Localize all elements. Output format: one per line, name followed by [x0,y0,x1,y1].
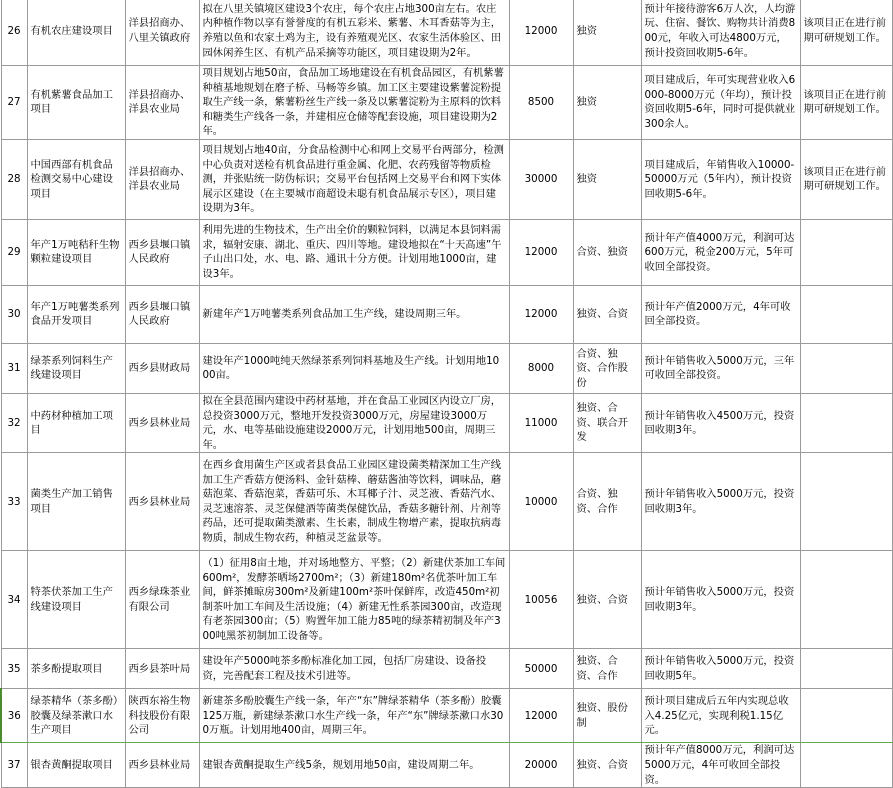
project-owner[interactable]: 西乡县堰口镇人民政府 [125,285,199,343]
project-name[interactable]: 绿茶精华（茶多酚）胶囊及绿茶漱口水生产项目 [27,689,125,743]
expected-benefit[interactable]: 预计项目建成后五年内实现总收入4.25亿元，实现利税1.15亿元。 [641,689,800,743]
investment-amount[interactable]: 12000 [509,0,573,66]
cooperation-mode[interactable]: 独资、合资 [573,551,641,649]
project-remark[interactable] [800,649,892,689]
cooperation-mode[interactable]: 合资、独资 [573,219,641,285]
row-number[interactable]: 28 [1,139,27,219]
project-name[interactable]: 有机紫薯食品加工项目 [27,66,125,140]
cooperation-mode[interactable]: 独资、合资 [573,743,641,788]
project-description[interactable]: 建设年产1000吨纯天然绿茶系列饲料基地及生产线。计划用地1000亩。 [199,343,509,393]
cooperation-mode[interactable]: 独资 [573,66,641,140]
project-description[interactable]: 建设年产5000吨茶多酚标准化加工园，包括厂房建设、设备投资，完善配套工程及技术引进等。 [199,649,509,689]
cooperation-mode[interactable]: 独资 [573,0,641,66]
cooperation-mode[interactable]: 独资、合资、联合开发 [573,393,641,452]
cooperation-mode[interactable]: 独资 [573,139,641,219]
project-owner[interactable]: 陕西东裕生物科技股份有限公司 [125,689,199,743]
project-remark[interactable] [800,689,892,743]
project-remark[interactable]: 该项目正在进行前期可研规划工作。 [800,139,892,219]
row-number[interactable]: 33 [1,453,27,551]
project-remark[interactable]: 该项目正在进行前期可研规划工作。 [800,66,892,140]
expected-benefit[interactable]: 预计年销售收入5000万元，投资回收期5年。 [641,649,800,689]
cooperation-mode[interactable]: 独资、合资、合作 [573,649,641,689]
project-description[interactable]: 拟在八里关镇境区建设3个农庄，每个农庄占地300亩左右。农庄内种植作物以享有誉誉度的有机五彩米、紫薯、木耳香菇等为主，养殖以鱼和农家土鸡为主，设有养殖观光区、农家生活体验区、田园休闲养生区、有机产品采摘等功能区，项目建设期为2年。 [199,0,509,66]
table-row [1,219,892,285]
expected-benefit[interactable]: 预计年接待游客6万人次，人均游玩、住宿、餐饮、购物共计消费800元，年收入可达4800万元，预计投资回收期5-6年。 [641,0,800,66]
table-row [1,343,892,393]
table-row [1,139,892,219]
project-owner[interactable]: 西乡县堰口镇人民政府 [125,219,199,285]
project-owner[interactable]: 西乡县林业局 [125,393,199,452]
project-owner[interactable]: 西乡县茶叶局 [125,649,199,689]
project-remark[interactable] [800,393,892,452]
expected-benefit[interactable]: 预计年产值2000万元，4年可收回全部投资。 [641,285,800,343]
project-name[interactable]: 菌类生产加工销售项目 [27,453,125,551]
investment-amount[interactable]: 12000 [509,689,573,743]
table-row [1,285,892,343]
expected-benefit[interactable]: 预计年销售收入4500万元，投资回收期3年。 [641,393,800,452]
row-number[interactable]: 37 [1,743,27,788]
table-row [1,453,892,551]
cooperation-mode[interactable]: 合资、独资、合作 [573,453,641,551]
project-owner[interactable]: 洋县招商办、八里关镇政府 [125,0,199,66]
investment-amount[interactable]: 50000 [509,649,573,689]
project-remark[interactable] [800,743,892,788]
project-remark[interactable] [800,551,892,649]
table-row [1,649,892,689]
row-number[interactable]: 29 [1,219,27,285]
row-number[interactable]: 27 [1,66,27,140]
investment-amount[interactable]: 8000 [509,343,573,393]
expected-benefit[interactable]: 预计年产值8000万元，利润可达5000万元，4年可收回全部投资。 [641,743,800,788]
row-number[interactable]: 32 [1,393,27,452]
project-description[interactable]: 项目规划占地50亩，食品加工场地建设在有机食品园区，有机紫薯种植基地规划在磨子桥、马畅等乡镇。加工区主要建设紫薯淀粉提取生产线一条，紫薯粉丝生产线一条及以紫薯淀粉为主原料的饮料和糖类生产线各一条，并建相应仓储等配套设施，项目建设期为2年。 [199,66,509,140]
project-name[interactable]: 特茶伏茶加工生产线建设项目 [27,551,125,649]
project-remark[interactable] [800,285,892,343]
project-remark[interactable] [800,219,892,285]
project-name[interactable]: 年产1万吨秸秆生物颗粒建设项目 [27,219,125,285]
table-row [1,393,892,452]
project-name[interactable]: 中药材种植加工项目 [27,393,125,452]
expected-benefit[interactable]: 预计年销售收入5000万元，投资回收期3年。 [641,453,800,551]
investment-amount[interactable]: 12000 [509,219,573,285]
investment-amount[interactable]: 8500 [509,66,573,140]
project-description[interactable]: 利用先进的生物技术，生产出全价的颗粒饲料，以满足本县饲料需求，辐射安康、湖北、重庆、四川等地。建设地拟在“十天高速”午子山出口处，水、电、路、通讯十分方便。计划用地1000亩，建设3年。 [199,219,509,285]
expected-benefit[interactable]: 预计年产值4000万元，利润可达600万元，税金200万元，5年可收回全部投资。 [641,219,800,285]
project-name[interactable]: 绿茶系列饲料生产线建设项目 [27,343,125,393]
project-description[interactable]: （1）征用8亩土地，并对场地整方、平整；（2）新建伏茶加工车间600m²，发酵茶晒场2700m²；（3）新建180m²名优茶叶加工车间，鲜茶摊晾房300m²及新建100m²茶叶保鲜库，改造450m²初制茶叶加工车间及生活设施；（4）新建无性系茶园300亩，改造现有老茶园300亩；（5）购置年加工能力85吨的绿茶精初制及年产300吨黑茶初制加工设备等。 [199,551,509,649]
project-description[interactable]: 在西乡食用菌生产区或者县食品工业园区建设菌类精深加工生产线加工生产香菇方便汤料、金针菇棒、蘑菇酱油等饮料，调味品，蘑菇泡菜、香菇泡菜，香菇可乐、木耳椰子汁、灵芝液、香菇汽水、灵芝速溶茶、灵芝保健酒等菌类保健饮品，香菇多糖针剂、片剂等药品，还可提取菌类激素、生长素，制成生物增产素，提取抗病毒物质，制成生物农药，种植灵芝盆景等。 [199,453,509,551]
project-description[interactable]: 项目规划占地40亩，分食品检测中心和网上交易平台两部分，检测中心负责对送检有机食品进行重金属、化肥、农药残留等物质检测，并张贴统一防伪标识；交易平台包括网上交易平台和网下实体展示区建设（在主要城市商超设未聪有机食品展示专区），项目建设期为3年。 [199,139,509,219]
project-name[interactable]: 有机农庄建设项目 [27,0,125,66]
expected-benefit[interactable]: 项目建成后，年销售收入10000-50000万元（5年内），预计投资回收期5-6年。 [641,139,800,219]
project-description[interactable]: 建银杏黄酮提取生产线5条，规划用地50亩，建设周期二年。 [199,743,509,788]
project-owner[interactable]: 西乡绿珠茶业有限公司 [125,551,199,649]
project-description[interactable]: 拟在全县范围内建设中药材基地，并在食品工业园区内设立厂房，总投资3000万元，整地开发投资3000万元，房屋建设3000万元，水、电等基础设施建设2000万元，计划用地500亩，周期三年。 [199,393,509,452]
row-number[interactable]: 36 [1,689,27,743]
project-owner[interactable]: 西乡县林业局 [125,453,199,551]
project-remark[interactable] [800,343,892,393]
project-description[interactable]: 新建茶多酚胶囊生产线一条，年产“东”牌绿茶精华（茶多酚）胶囊125万瓶，新建绿茶漱口水生产线一条，年产“东”牌绿茶漱口水300万瓶。计划用地400亩，周期三年。 [199,689,509,743]
expected-benefit[interactable]: 项目建成后，年可实现营业收入6000-8000万元（年均），预计投资回收期5-6年，同时可提供就业300余人。 [641,66,800,140]
expected-benefit[interactable]: 预计年销售收入5000万元，投资回收期3年。 [641,551,800,649]
investment-amount[interactable]: 20000 [509,743,573,788]
project-name[interactable]: 茶多酚提取项目 [27,649,125,689]
table-row [1,743,892,788]
table-body [1,0,892,788]
cooperation-mode[interactable]: 独资、合资 [573,285,641,343]
project-name[interactable]: 中国西部有机食品检测交易中心建设项目 [27,139,125,219]
project-owner[interactable]: 西乡县财政局 [125,343,199,393]
investment-amount[interactable]: 11000 [509,393,573,452]
row-number[interactable]: 34 [1,551,27,649]
cooperation-mode[interactable]: 合资、独资、合作股份 [573,343,641,393]
project-owner[interactable]: 西乡县林业局 [125,743,199,788]
row-number[interactable]: 30 [1,285,27,343]
table-row [1,689,892,743]
row-number[interactable]: 26 [1,0,27,66]
investment-amount[interactable]: 30000 [509,139,573,219]
table-row [1,66,892,140]
cooperation-mode[interactable]: 独资、股份制 [573,689,641,743]
investment-amount[interactable]: 10056 [509,551,573,649]
table-row [1,0,892,66]
project-owner[interactable]: 洋县招商办、洋县农业局 [125,66,199,140]
project-name[interactable]: 年产1万吨薯类系列食品开发项目 [27,285,125,343]
project-description[interactable]: 新建年产1万吨薯类系列食品加工生产线，建设周期三年。 [199,285,509,343]
table-row [1,551,892,649]
row-number[interactable]: 31 [1,343,27,393]
project-name[interactable]: 银杏黄酮提取项目 [27,743,125,788]
project-owner[interactable]: 洋县招商办、洋县农业局 [125,139,199,219]
project-remark[interactable] [800,453,892,551]
expected-benefit[interactable]: 预计年销售收入5000万元，三年可收回全部投资。 [641,343,800,393]
investment-amount[interactable]: 12000 [509,285,573,343]
investment-amount[interactable]: 10000 [509,453,573,551]
row-number[interactable]: 35 [1,649,27,689]
project-remark[interactable]: 该项目正在进行前期可研规划工作。 [800,0,892,66]
